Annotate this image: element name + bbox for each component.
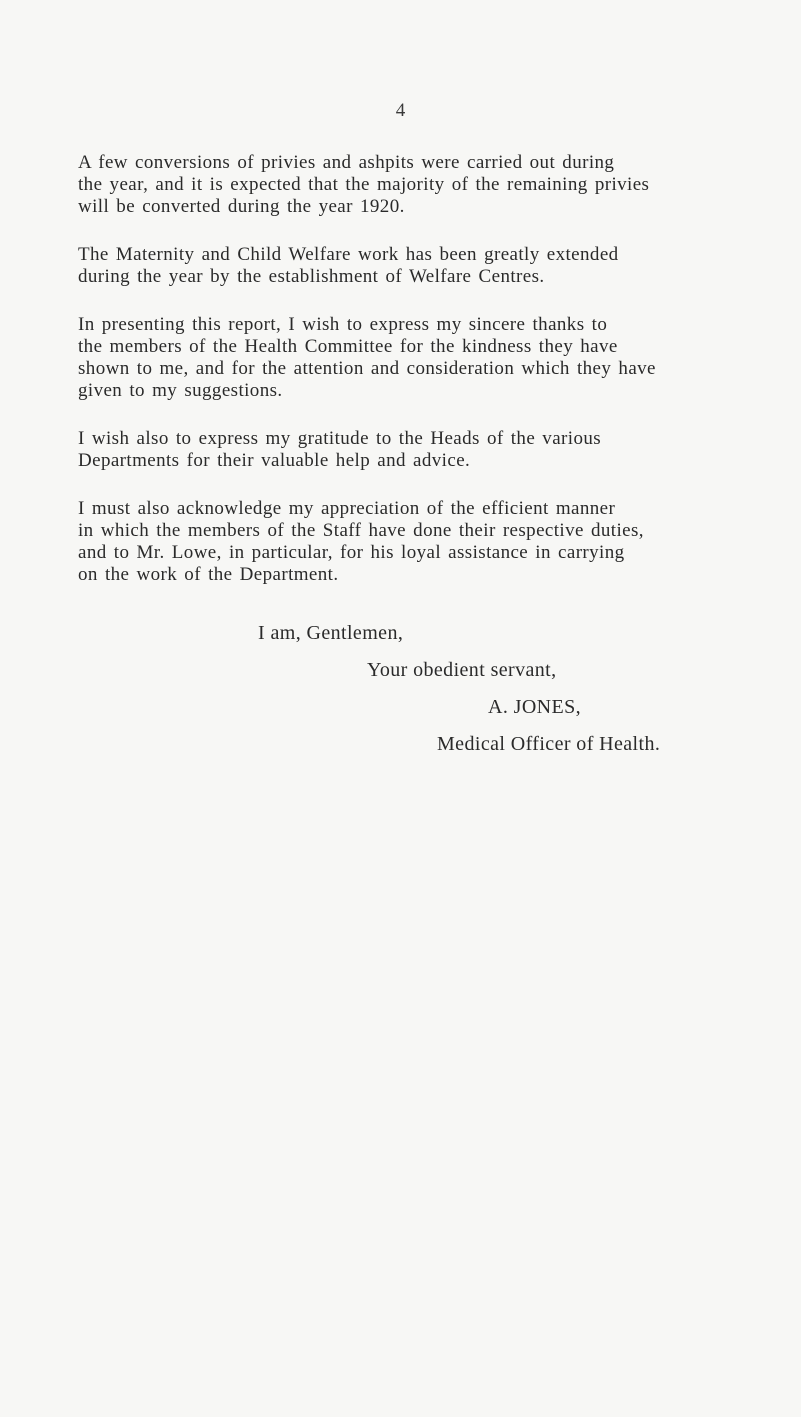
text-line: I must also acknowledge my appreciation of the efficient manner	[78, 498, 616, 519]
text-line: the members of the Health Committee for the kindness they have	[78, 336, 618, 357]
text-line: shown to me, and for the attention and consideration which they have	[78, 358, 656, 379]
text-line: on the work of the Department.	[78, 564, 339, 585]
page-number: 4	[395, 100, 406, 121]
text-line: A few conversions of privies and ashpits were carried out during	[78, 152, 615, 173]
text-line: the year, and it is expected that the majority of the remaining privies	[78, 174, 650, 195]
text-line: in which the members of the Staff have done their respective duties,	[78, 520, 644, 541]
valediction: Your obedient servant,	[367, 659, 557, 681]
signature-title: Medical Officer of Health.	[437, 733, 661, 755]
paragraph-staff	[78, 498, 734, 586]
text-line: Departments for their valuable help and advice.	[78, 450, 471, 471]
paragraph-conversions	[78, 152, 734, 218]
text-line: I wish also to express my gratitude to the Heads of the various	[78, 428, 602, 449]
text-line: during the year by the establishment of Welfare Centres.	[78, 266, 545, 287]
letter-body	[78, 152, 734, 612]
text-line: In presenting this report, I wish to express my sincere thanks to	[78, 314, 608, 335]
text-line: and to Mr. Lowe, in particular, for his loyal assistance in carrying	[78, 542, 625, 563]
paragraph-maternity	[78, 244, 734, 288]
paragraph-thanks-heads	[78, 428, 734, 472]
text-line: The Maternity and Child Welfare work has been greatly extended	[78, 244, 619, 265]
text-line: will be converted during the year 1920.	[78, 196, 405, 217]
paragraph-thanks-committee	[78, 314, 734, 402]
salutation: I am, Gentlemen,	[258, 622, 404, 644]
signature-name: A. JONES,	[488, 696, 582, 718]
text-line: given to my suggestions.	[78, 380, 283, 401]
